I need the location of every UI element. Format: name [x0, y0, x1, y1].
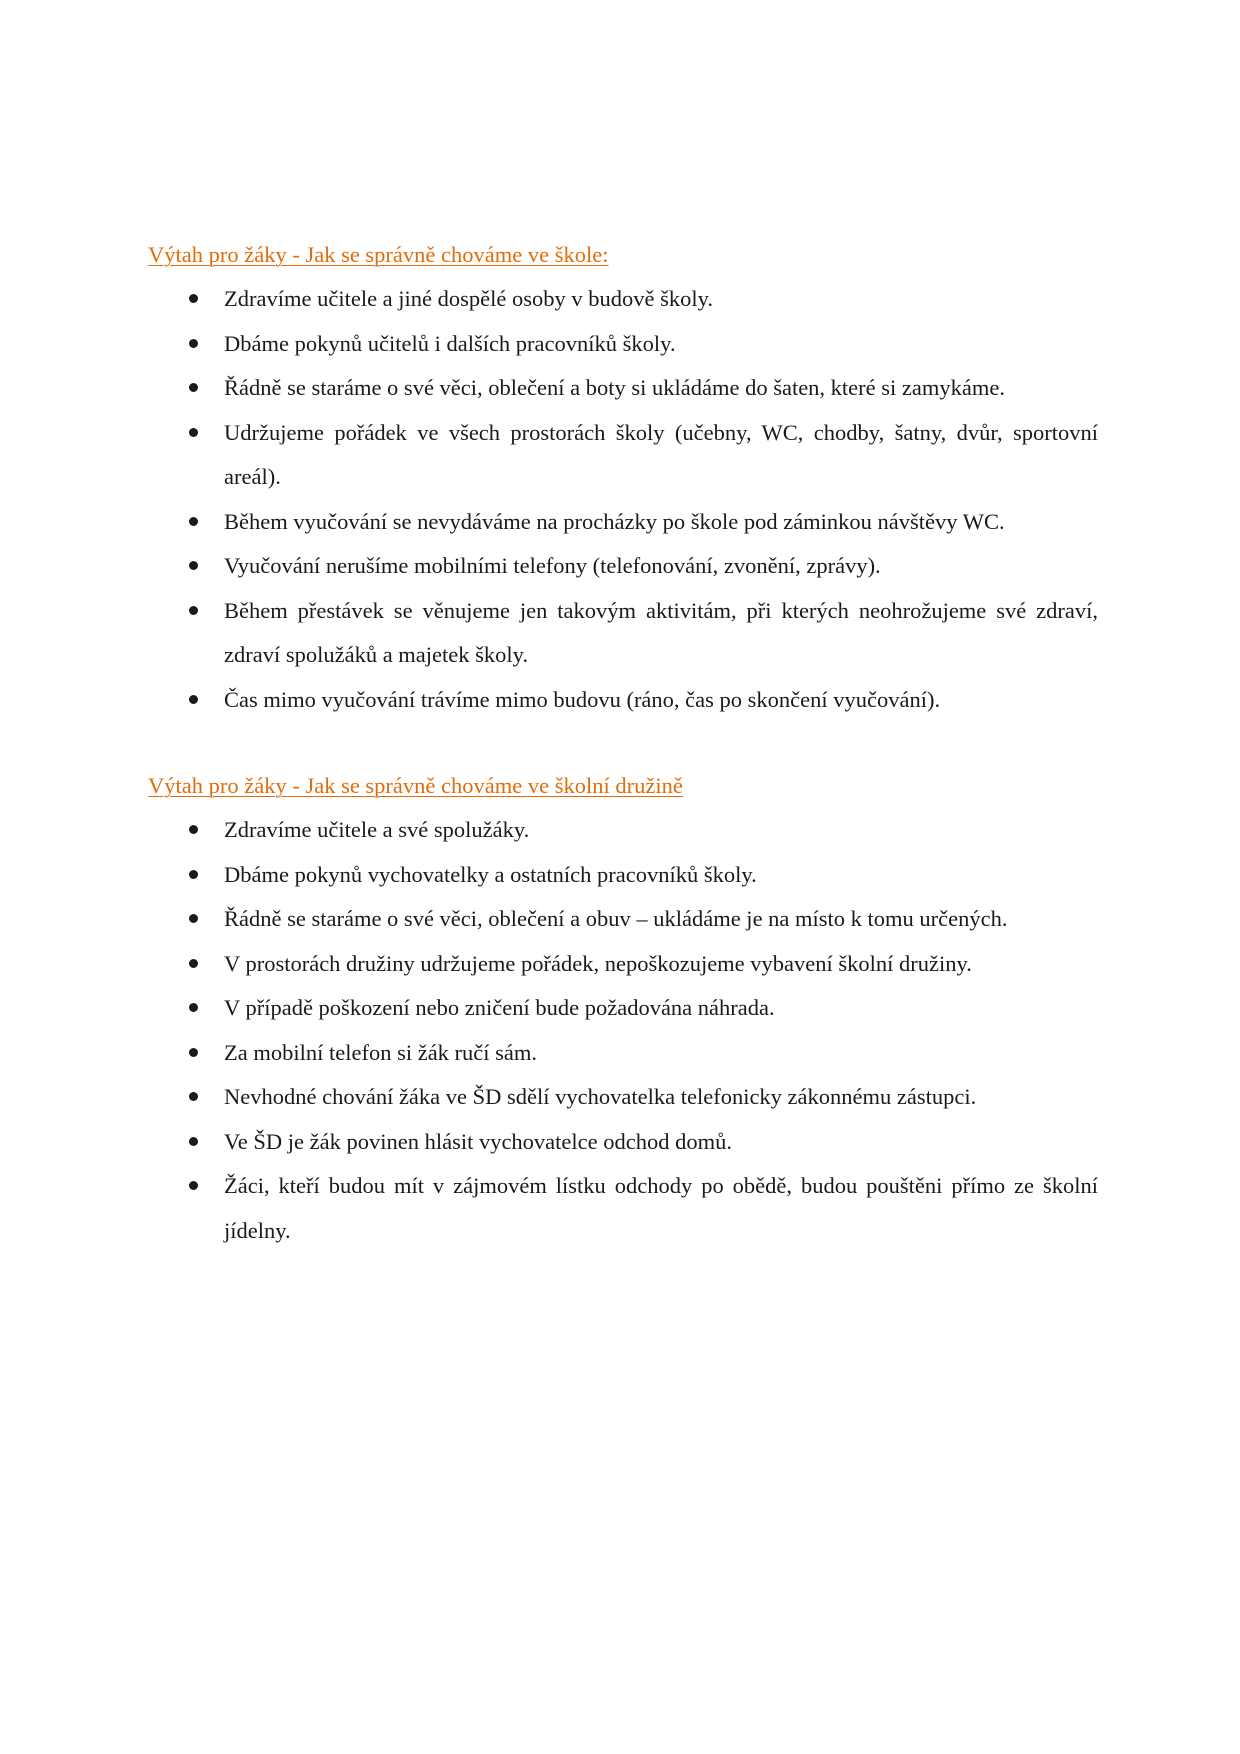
- bullet-icon: [189, 1092, 198, 1101]
- list-item: [148, 366, 1098, 411]
- list-item-text: Dbáme pokynů vychovatelky a ostatních pracovníků školy.: [224, 861, 757, 887]
- list-item-text: Vyučování nerušíme mobilními telefony (telefonování, zvonění, zprávy).: [224, 553, 881, 578]
- list-item: [148, 411, 1098, 500]
- list-item: [148, 986, 1098, 1031]
- bullet-icon: [189, 870, 198, 879]
- school-rules-section: [148, 233, 1098, 722]
- list-item-text: Zdravíme učitele a své spolužáky.: [224, 817, 530, 842]
- bullet-icon: [189, 428, 198, 437]
- list-item-text: Během vyučování se nevydáváme na procházky po škole pod záminkou návštěvy WC.: [224, 508, 1005, 534]
- list-item: [148, 1031, 1098, 1076]
- list-item-text: Řádně se staráme o své věci, oblečení a boty si ukládáme do šaten, které si zamykáme.: [224, 375, 1005, 400]
- bullet-icon: [189, 959, 198, 968]
- list-item: [148, 853, 1098, 898]
- list-item-text: Ve ŠD je žák povinen hlásit vychovatelce odchod domů.: [224, 1128, 732, 1154]
- school-rules-list: [148, 277, 1098, 722]
- list-item: [148, 678, 1098, 723]
- bullet-icon: [189, 606, 198, 615]
- list-item: [148, 277, 1098, 322]
- list-item: [148, 322, 1098, 367]
- list-item-text: Během přestávek se věnujeme jen takovým aktivitám, při kterých neohrožujeme své zdraví, zdraví spolužáků a majetek školy.: [224, 597, 1098, 667]
- list-item: [148, 897, 1098, 942]
- after-school-club-rules-section: [148, 764, 1098, 1253]
- bullet-icon: [189, 695, 198, 704]
- bullet-icon: [189, 561, 198, 570]
- list-item-text: Udržujeme pořádek ve všech prostorách školy (učebny, WC, chodby, šatny, dvůr, sportovní areál).: [224, 419, 1098, 489]
- list-item: [148, 544, 1098, 589]
- list-item-text: Za mobilní telefon si žák ručí sám.: [224, 1039, 538, 1065]
- bullet-icon: [189, 1137, 198, 1146]
- bullet-icon: [189, 825, 198, 834]
- list-item: [148, 1075, 1098, 1120]
- list-item: [148, 942, 1098, 987]
- list-item: [148, 589, 1098, 678]
- list-item-text: Žáci, kteří budou mít v zájmovém lístku odchody po obědě, budou pouštěni přímo ze školní jídelny.: [224, 1173, 1098, 1243]
- bullet-icon: [189, 1003, 198, 1012]
- bullet-icon: [189, 294, 198, 303]
- list-item-text: Řádně se staráme o své věci, oblečení a obuv – ukládáme je na místo k tomu určených.: [224, 906, 1008, 931]
- list-item: [148, 1164, 1098, 1253]
- list-item-text: Zdravíme učitele a jiné dospělé osoby v budově školy.: [224, 286, 714, 311]
- list-item-text: V prostorách družiny udržujeme pořádek, nepoškozujeme vybavení školní družiny.: [224, 950, 972, 976]
- after-school-club-rules-heading: Výtah pro žáky - Jak se správně chováme ve školní družině: [148, 773, 683, 798]
- bullet-icon: [189, 1181, 198, 1190]
- bullet-icon: [189, 1048, 198, 1057]
- bullet-icon: [189, 339, 198, 348]
- bullet-icon: [189, 383, 198, 392]
- list-item: [148, 500, 1098, 545]
- list-item-text: Dbáme pokynů učitelů i dalších pracovníků školy.: [224, 330, 676, 356]
- list-item-text: V případě poškození nebo zničení bude požadována náhrada.: [224, 995, 775, 1020]
- after-school-club-rules-list: [148, 808, 1098, 1253]
- list-item: [148, 808, 1098, 853]
- list-item-text: Čas mimo vyučování trávíme mimo budovu (ráno, čas po skončení vyučování).: [224, 686, 941, 712]
- bullet-icon: [189, 914, 198, 923]
- school-rules-heading: Výtah pro žáky - Jak se správně chováme ve škole:: [148, 242, 609, 267]
- bullet-icon: [189, 517, 198, 526]
- list-item: [148, 1120, 1098, 1165]
- list-item-text: Nevhodné chování žáka ve ŠD sdělí vychovatelka telefonicky zákonnému zástupci.: [224, 1084, 977, 1109]
